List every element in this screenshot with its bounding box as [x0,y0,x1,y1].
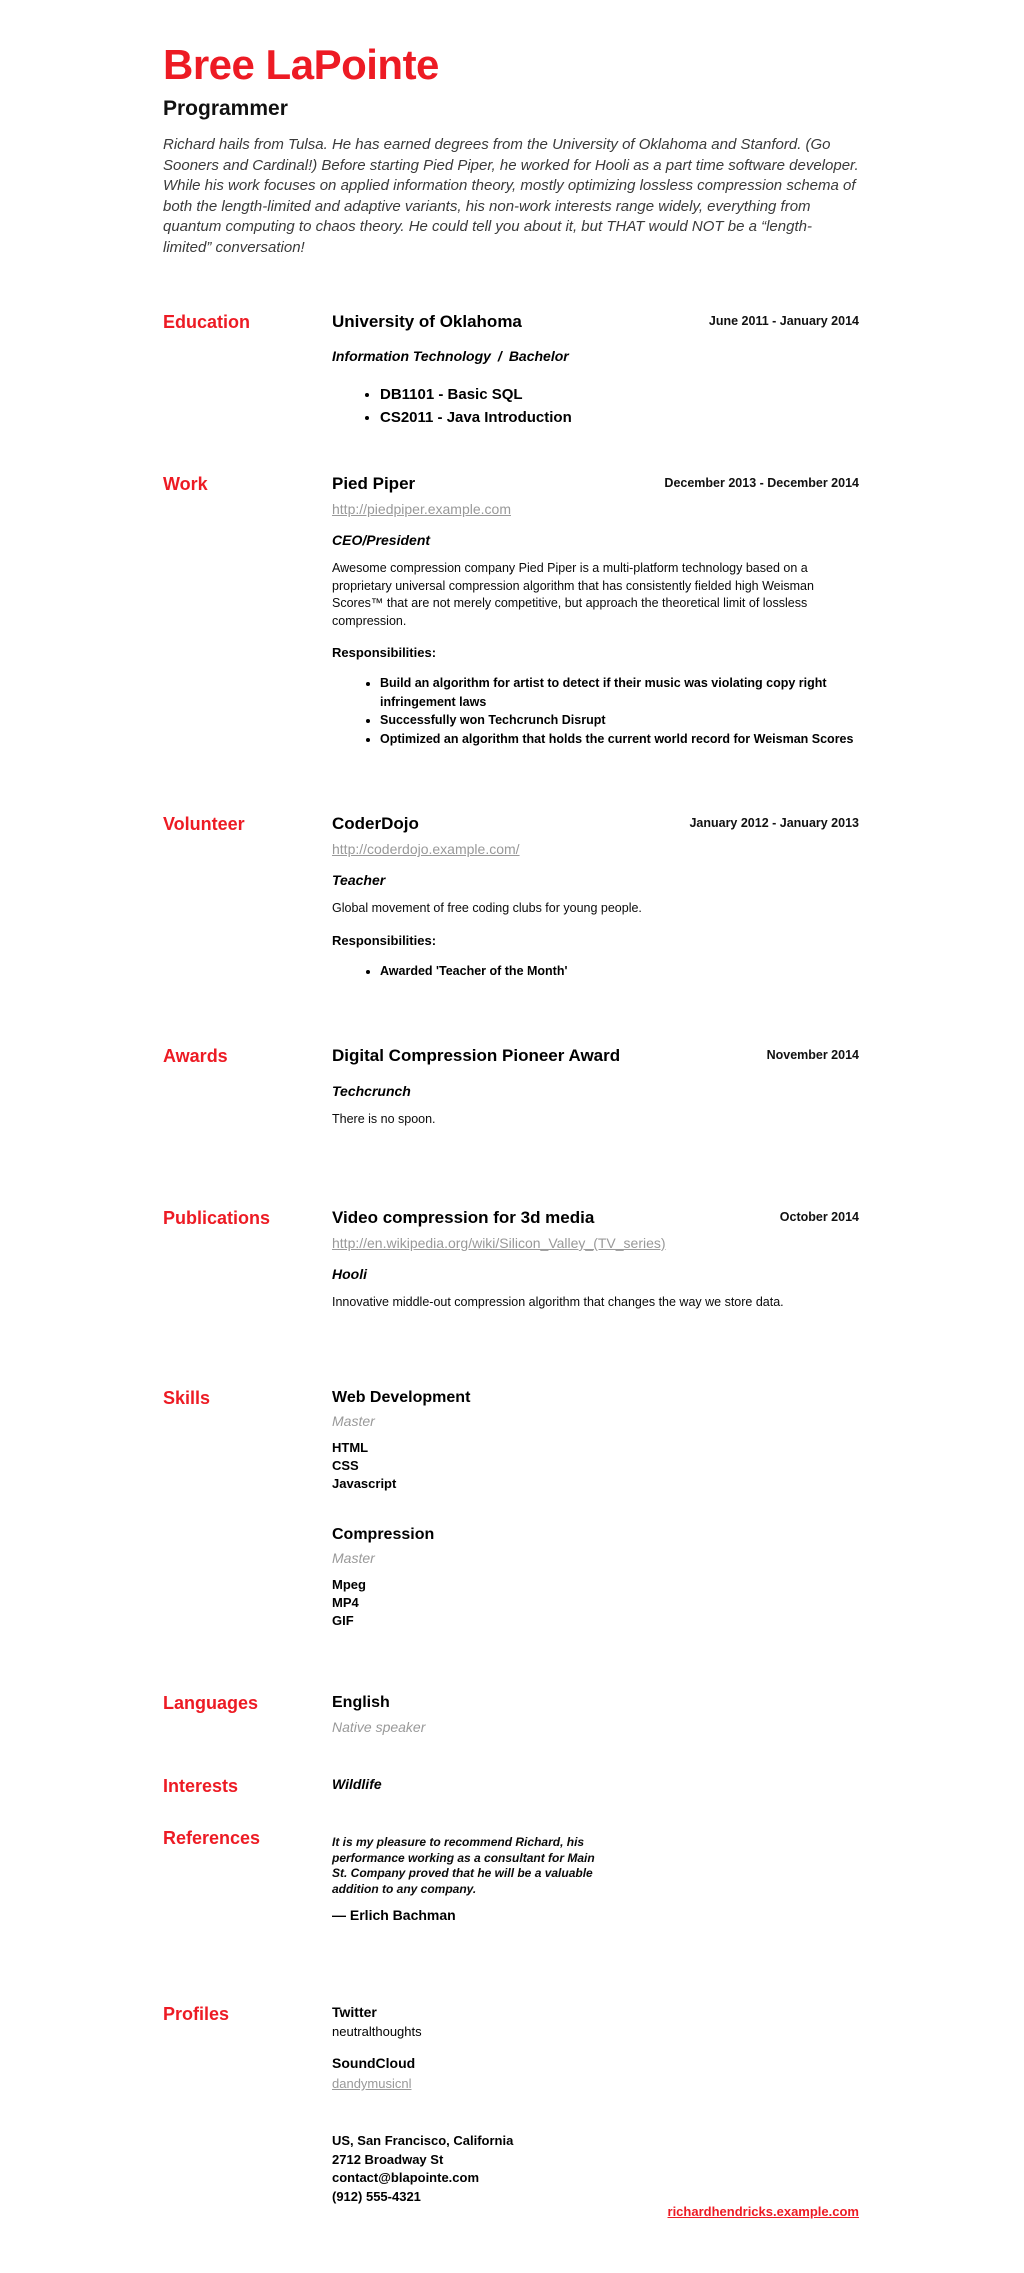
publication-publisher: Hooli [332,1266,367,1282]
skills-list [332,1387,859,1630]
profiles-list [332,2003,859,2093]
volunteer-website-link[interactable]: http://coderdojo.example.com/ [332,841,520,857]
skills-section-label: Skills [163,1388,211,1408]
award-entry [332,1045,859,1129]
publication-entry [332,1207,859,1312]
awards-section-label: Awards [163,1046,228,1066]
skill-level: Master [332,1550,375,1566]
course-item: • DB1101 - Basic SQL [380,383,859,406]
skill-item [332,1387,859,1493]
highlight-item: • Successfully won Techcrunch Disrupt [380,711,859,730]
references-section-label: References [163,1828,261,1848]
skill-level: Master [332,1413,375,1429]
skill-keyword-list [332,1576,859,1630]
skill-keyword: Mpeg [332,1577,366,1592]
volunteer-section-label: Volunteer [163,814,245,834]
course-list [332,383,859,429]
volunteer-position: Teacher [332,872,386,888]
resume-header [163,41,859,258]
work-highlights-label: Responsibilities: [332,645,437,660]
publication-name: Video compression for 3d media [332,1208,595,1227]
volunteer-date: January 2012 - January 2013 [689,816,859,830]
contact-email: contact@blapointe.com [332,2170,480,2185]
language-fluency: Native speaker [332,1719,426,1735]
footer [163,2203,859,2221]
person-job-title: Programmer [163,97,288,120]
work-date: December 2013 - December 2014 [664,476,859,490]
award-date: November 2014 [766,1048,859,1062]
education-section-label: Education [163,312,251,332]
section-references [163,1827,859,1924]
volunteer-summary: Global movement of free coding clubs for young people. [332,901,642,915]
section-skills [163,1387,859,1630]
skill-keyword: CSS [332,1458,359,1473]
education-study-type: Bachelor [508,348,569,364]
work-section-label: Work [163,474,208,494]
work-highlight-list [332,674,859,748]
volunteer-organization: CoderDojo [332,814,419,833]
interest-entry [332,1775,859,1794]
contact-block [332,2132,732,2206]
education-institution: University of Oklahoma [332,312,522,331]
interests-section-label: Interests [163,1776,239,1796]
section-publications [163,1207,859,1312]
section-interests [163,1775,859,1794]
degree-separator: / [497,348,502,364]
work-company: Pied Piper [332,474,416,493]
volunteer-entry [332,813,859,980]
language-entry [332,1692,859,1736]
work-summary: Awesome compression company Pied Piper is a multi-platform technology based on a proprietary universal compression algorithm that has consistently fielded high Weisman Scores™ that are not merely competitive, but approach the theoretical limit of lossless compression. [332,561,814,628]
publication-website-link[interactable]: http://en.wikipedia.org/wiki/Silicon_Valley_(TV_series) [332,1235,666,1251]
education-entry [332,311,859,429]
volunteer-highlight-list [332,962,859,981]
skill-name: Web Development [332,1389,471,1406]
profile-network: SoundCloud [332,2055,416,2071]
highlight-item: • Build an algorithm for artist to detect if their music was violating copy right infringement laws [380,674,859,711]
reference-name: — Erlich Bachman [332,1907,456,1923]
profile-item [332,2054,859,2093]
course-item: • CS2011 - Java Introduction [380,406,859,429]
section-education [163,311,859,429]
highlight-item: • Optimized an algorithm that holds the current world record for Weisman Scores [380,730,859,749]
award-title: Digital Compression Pioneer Award [332,1046,621,1065]
website-link[interactable]: richardhendricks.example.com [667,2204,859,2219]
education-area: Information Technology [332,348,491,364]
contact-phone: (912) 555-4321 [332,2188,421,2204]
profile-item [332,2003,859,2040]
interest-name: Wildlife [332,1776,382,1792]
contact-location: US, San Francisco, California [332,2133,514,2148]
section-awards [163,1045,859,1129]
skill-keyword: HTML [332,1440,369,1455]
skill-item [332,1524,859,1630]
person-name: Bree LaPointe [163,41,439,88]
work-entry [332,473,859,748]
languages-section-label: Languages [163,1693,259,1713]
work-position: CEO/President [332,532,431,548]
work-website-link[interactable]: http://piedpiper.example.com [332,501,511,517]
contact-address: 2712 Broadway St [332,2151,444,2167]
publication-summary: Innovative middle-out compression algorithm that changes the way we store data. [332,1295,784,1309]
award-summary: There is no spoon. [332,1112,436,1126]
skill-name: Compression [332,1526,435,1543]
section-volunteer [163,813,859,980]
language-name: English [332,1694,390,1711]
person-summary: Richard hails from Tulsa. He has earned degrees from the University of Oklahoma and Stanford. (Go Sooners and Cardinal!) Before starting Pied Piper, he worked for Hooli as a part time software developer. While his work focuses on applied information theory, mostly optimizing lossless compression schema of both the length-limited and adaptive variants, his non-work interests range widely, everything from quantum computing to chaos theory. He could tell you about it, but THAT would NOT be a “length-limited” conversation! [163,136,859,256]
skill-keyword: MP4 [332,1595,359,1610]
reference-entry [332,1835,859,1924]
section-work [163,473,859,748]
section-languages [163,1692,859,1736]
reference-quote: It is my pleasure to recommend Richard, his performance working as a consultant for Main St. Company proved that he will be a valuable addition to any company. [332,1835,595,1896]
education-degree-line [332,347,859,365]
profile-username: neutralthoughts [332,2024,422,2039]
profile-network: Twitter [332,2004,377,2020]
skill-keyword: GIF [332,1613,354,1628]
profile-username-link[interactable]: dandymusicnl [332,2076,412,2091]
highlight-item: • Awarded 'Teacher of the Month' [380,962,859,981]
award-awarder: Techcrunch [332,1083,411,1099]
education-date: June 2011 - January 2014 [708,314,859,328]
volunteer-highlights-label: Responsibilities: [332,932,437,948]
skill-keyword-list [332,1439,859,1493]
publications-section-label: Publications [163,1208,271,1228]
section-profiles [163,2003,859,2093]
skill-keyword: Javascript [332,1476,397,1491]
profiles-section-label: Profiles [163,2004,230,2024]
publication-date: October 2014 [779,1210,859,1224]
